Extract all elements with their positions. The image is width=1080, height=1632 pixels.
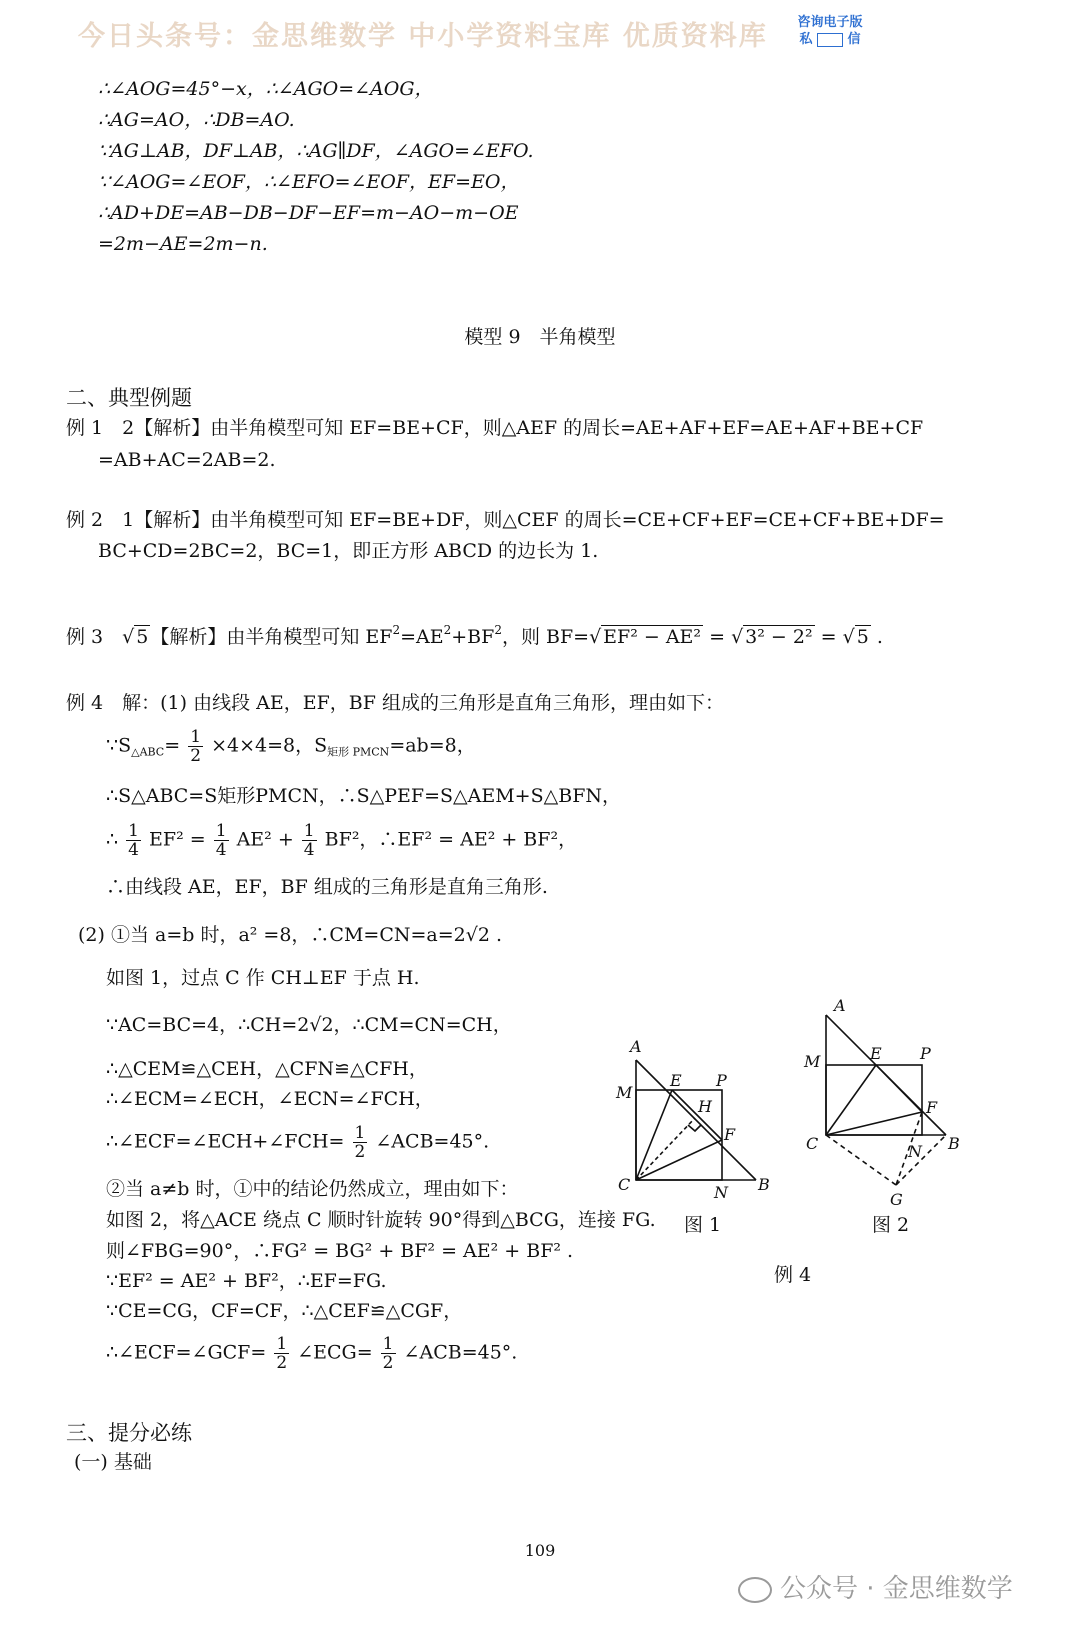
fig2-label-3: P: [920, 1044, 931, 1063]
proof-line-1: ∴∠AOG=45°−x，∴∠AGO=∠AOG，: [98, 78, 434, 100]
fig1-label-4: H: [698, 1097, 712, 1116]
ex4-step1: ∵AC=BC=4，∴CH=2√2，∴CM=CN=CH，: [106, 1014, 512, 1036]
figure-2: [800, 995, 980, 1215]
ex1-line2: =AB+AC=2AB=2.: [98, 449, 276, 471]
ex4-rotate: 如图 2，将△ACE 绕点 C 顺时针旋转 90°得到△BCG，连接 FG.: [106, 1209, 656, 1231]
ex4-intro: 例 4 解：(1) 由线段 AE，EF，BF 组成的三角形是直角三角形，理由如下：: [66, 692, 724, 714]
ex4-conclusion: ∴由线段 AE，EF，BF 组成的三角形是直角三角形.: [106, 876, 548, 898]
ex4-step3: ∴∠ECM=∠ECH，∠ECN=∠FCH，: [106, 1088, 434, 1110]
ex2-line2: BC+CD=2BC=2，BC=1，即正方形 ABCD 的边长为 1.: [98, 540, 599, 562]
ex4-area-eq: ∴S△ABC=S矩形PMCN，∴S△PEF=S△AEM+S△BFN，: [106, 785, 622, 807]
badge-line1: 咨询电子版: [797, 15, 863, 30]
fig1-label-5: F: [724, 1125, 736, 1144]
proof-line-3: ∵AG⊥AB，DF⊥AB，∴AG∥DF，∠AGO=∠EFO.: [98, 140, 534, 162]
section3-title: 三、提分必练: [66, 1421, 192, 1445]
proof-line-2: ∴AG=AO，∴DB=AO.: [98, 109, 295, 131]
ex4-area-line: $\because S_{\triangle ABC}=$ $\frac{1}{2}$ ×4×4=8，$S_{矩形 PMCN}=ab=8$，: [106, 727, 476, 766]
fig1-label-1: M: [616, 1083, 633, 1102]
wechat-icon: [738, 1577, 772, 1603]
subsection-title: (一) 基础: [74, 1451, 152, 1473]
fig1-label-0: A: [630, 1037, 642, 1056]
ex4-congruent: ∵CE=CG，CF=CF，∴△CEF≌△CGF，: [106, 1300, 463, 1322]
footer-brand: 公众号 · 金思维数学: [738, 1568, 1013, 1605]
mail-icon: [817, 33, 843, 47]
proof-line-4: ∵∠AOG=∠EOF，∴∠EFO=∠EOF，EF=EO，: [98, 171, 520, 193]
fig1-label-6: C: [618, 1175, 631, 1194]
fig2-label-7: B: [948, 1134, 960, 1153]
ex4-fig1-setup: 如图 1，过点 C 作 CH⊥EF 于点 H.: [106, 967, 420, 989]
ex1-line1: 例 1 2【解析】由半角模型可知 EF=BE+CF，则△AEF 的周长=AE+AF+EF=AE+AF+BE+CF: [66, 417, 924, 439]
ex4-quarter-line: ∴ $\frac{1}{4}$ EF² = $\frac{1}{4}$ AE² + $\frac{1}{4}$ BF²，∴EF² = AE² + BF²，: [106, 821, 578, 860]
ex4-case2: ②当 a≠b 时，①中的结论仍然成立，理由如下：: [106, 1178, 519, 1200]
fig2-label-0: A: [834, 996, 846, 1015]
fig2-label-4: F: [926, 1098, 938, 1117]
ex4-step4: ∴∠ECF=∠ECH+∠FCH= $\frac{1}{2}$ ∠ACB=45°.: [106, 1123, 490, 1162]
fig2-label-8: G: [890, 1190, 903, 1209]
fig1-label-7: N: [714, 1183, 728, 1202]
ex4-fg: 则∠FBG=90°，∴FG² = BG² + BF² = AE² + BF² .: [106, 1240, 574, 1262]
watermark-text: 今日头条号：金思维数学 中小学资料宝库 优质资料库: [78, 21, 768, 52]
ex4-part2: (2) ①当 a=b 时，a² =8，∴CM=CN=a=2√2 .: [78, 924, 503, 946]
badge-line2: 私 信: [799, 32, 861, 47]
ex3-line: 例 3 √ 5 【解析】由半角模型可知 $EF^2=AE^2+BF^2$，则 BF=√ EF² − AE² = √ 3² − 2² = √ 5 .: [66, 623, 883, 648]
ex4-ef-fg: ∵EF² = AE² + BF²，∴EF=FG.: [106, 1270, 387, 1292]
fig2-label-6: N: [908, 1142, 922, 1161]
fig1-label-2: E: [670, 1071, 682, 1090]
fig-group-caption: 例 4: [774, 1264, 812, 1286]
proof-line-5: ∴AD+DE=AB−DB−DF−EF=m−AO−m−OE: [98, 202, 519, 224]
ex4-step2: ∴△CEM≌△CEH，△CFN≌△CFH，: [106, 1058, 428, 1080]
fig1-label-8: B: [758, 1175, 770, 1194]
figure-1: [600, 1030, 780, 1220]
contact-badge: [790, 14, 870, 48]
fig2-label-1: M: [804, 1052, 821, 1071]
fig2-label-2: E: [870, 1044, 882, 1063]
section2-title: 二、典型例题: [66, 386, 192, 410]
model-title: 模型 9 半角模型: [464, 326, 616, 348]
fig1-caption: 图 1: [684, 1214, 722, 1236]
proof-line-6: =2m−AE=2m−n.: [98, 233, 268, 255]
ex4-final: ∴∠ECF=∠GCF= $\frac{1}{2}$ ∠ECG= $\frac{1}{2}$ ∠ACB=45°.: [106, 1334, 518, 1373]
fig2-caption: 图 2: [872, 1214, 910, 1236]
fraction: $\frac{1}{2}$: [190, 727, 202, 766]
fig2-label-5: C: [806, 1134, 819, 1153]
fig1-label-3: P: [716, 1071, 727, 1090]
ex2-line1: 例 2 1【解析】由半角模型可知 EF=BE+DF，则△CEF 的周长=CE+CF+EF=CE+CF+BE+DF=: [66, 509, 945, 531]
page-number: 109: [524, 1541, 556, 1560]
